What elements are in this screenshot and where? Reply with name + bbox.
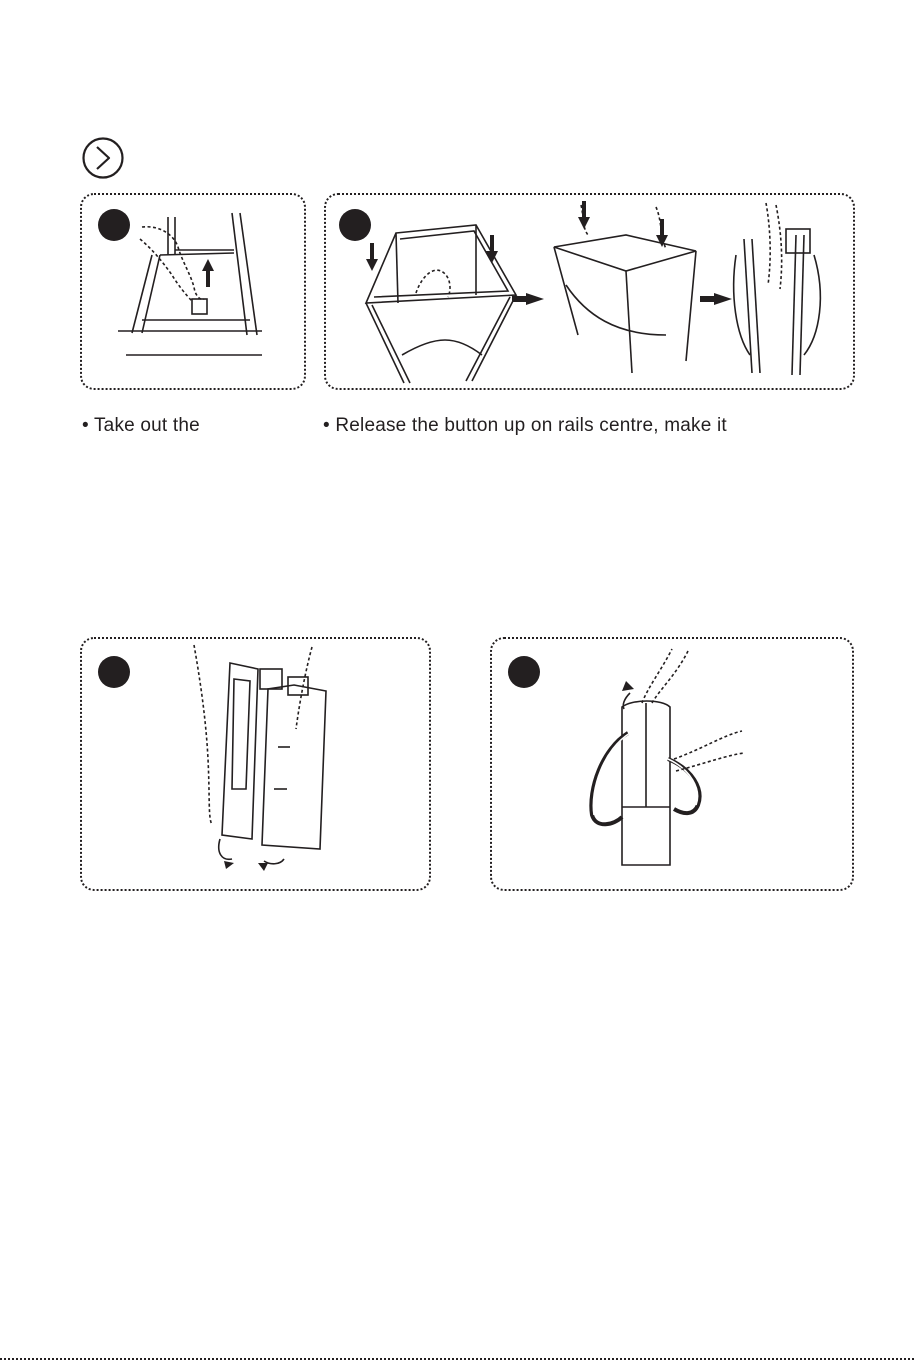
page-bottom-dotted-rule [0, 1358, 914, 1360]
step-2-caption: • Release the button up on rails centre, make it [323, 415, 727, 436]
playpen-fold-sequence-drawing [326, 195, 853, 388]
step-1-illustration-panel [80, 193, 306, 390]
folded-frame-drawing [82, 639, 429, 889]
step-1-caption: • Take out the [82, 415, 200, 436]
step-2-illustration-panel [324, 193, 855, 390]
step-3-illustration-panel [80, 637, 431, 891]
chevron-right-circle-icon [81, 136, 125, 180]
carry-bag-drawing [492, 639, 852, 889]
step-4-illustration-panel [490, 637, 854, 891]
playpen-floor-drawing [82, 195, 304, 388]
